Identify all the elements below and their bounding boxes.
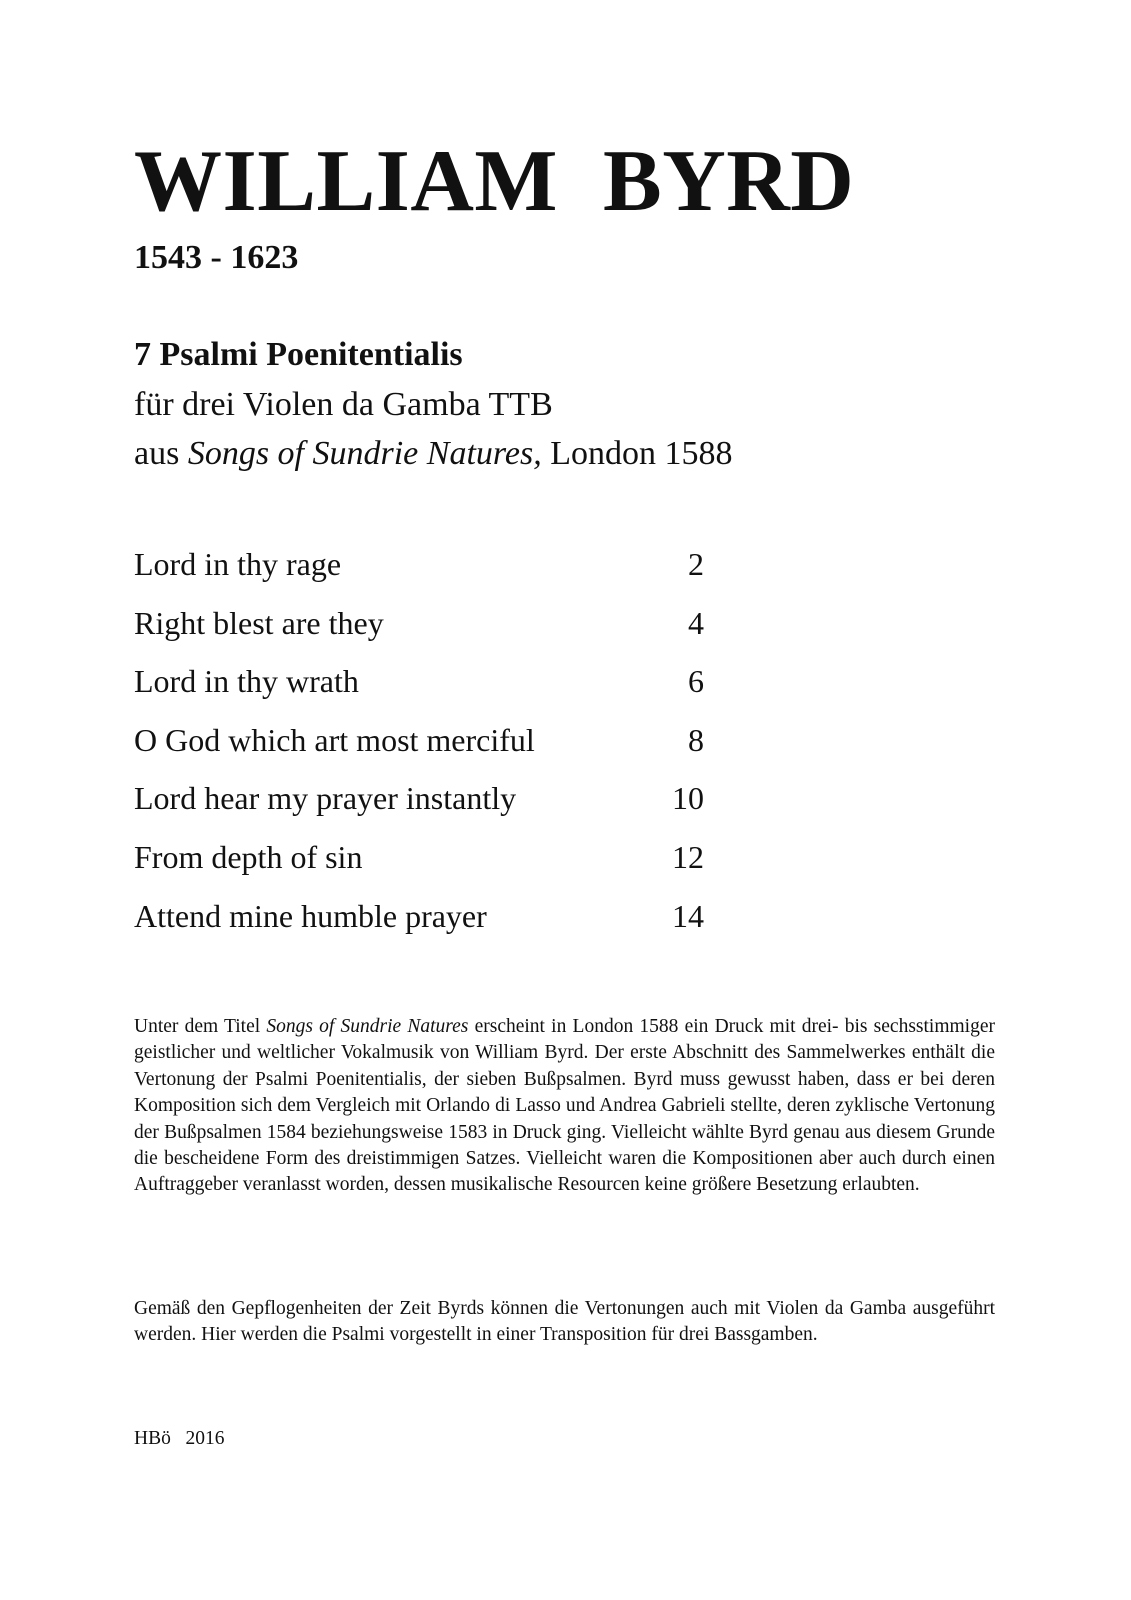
- composer-name: WILLIAM BYRD: [134, 133, 855, 230]
- notes-text: erscheint in London 1588 ein Druck mit drei- bis sechsstimmiger geistlicher und weltlicher Vokalmusik von William Byrd. Der erste Abschnitt des Sammelwerkes enthält die Vertonung der Psalmi Poenitentialis, der sieben Bußpsalmen. Byrd muss gewusst haben, dass er bei deren Komposition sich dem Vergleich mit Orlando di Lasso und Andrea Gabrieli stellte, deren zyklische Vertonung der Bußpsalmen 1584 beziehungsweise 1583 in Druck ging. Vielleicht wählte Byrd genau aus diesem Grunde die bescheidene Form des dreistimmigen Satzes. Vielleicht waren die Kompositionen aber auch durch einen Auftraggeber veranlasst worden, dessen musikalische Resourcen keine größere Besetzung erlaubten.: [134, 1016, 995, 1196]
- toc-entry-page: 10: [672, 780, 704, 817]
- notes-paragraph-1: [134, 1014, 995, 1199]
- toc-entry: [134, 604, 704, 666]
- notes-paragraph-2: Gemäß den Gepflogenheiten der Zeit Byrds können die Vertonungen auch mit Violen da Gamba ausgeführt werden. Hier werden die Psalmi vorgestellt in einer Transposition für drei Bassgamben.: [134, 1298, 995, 1346]
- source-prefix: aus: [134, 435, 188, 472]
- toc-entry-page: 8: [688, 721, 704, 758]
- toc-entry: [134, 782, 704, 841]
- notes-text: Unter dem Titel: [134, 1016, 267, 1037]
- toc-entry-title: Lord hear my prayer instantly: [134, 780, 517, 817]
- notes-source-title: Songs of Sundrie Natures: [266, 1016, 469, 1037]
- toc-entry-title: Lord in thy wrath: [134, 663, 359, 700]
- toc-entry: [134, 548, 704, 607]
- work-title: 7 Psalmi Poenitentialis: [134, 336, 463, 373]
- source-suffix: London 1588: [541, 435, 733, 472]
- toc-entry-page: 14: [672, 897, 704, 934]
- toc-entry: [134, 665, 704, 724]
- table-of-contents: [134, 548, 704, 958]
- toc-entry-page: 2: [688, 546, 704, 582]
- toc-entry-title: Attend mine humble prayer: [134, 897, 487, 934]
- toc-entry: [134, 721, 704, 783]
- toc-entry-page: 12: [672, 838, 704, 875]
- toc-entry-title: O God which art most merciful: [134, 721, 535, 758]
- instrumentation: für drei Violen da Gamba TTB: [134, 386, 553, 423]
- toc-entry-title: From depth of sin: [134, 838, 363, 875]
- composer-dates: 1543 - 1623: [134, 239, 299, 276]
- toc-entry-page: 6: [688, 663, 704, 700]
- toc-entry-title: Right blest are they: [134, 604, 384, 641]
- toc-entry-page: 4: [688, 604, 704, 641]
- signature: HBö 2016: [134, 1428, 225, 1449]
- toc-entry-title: Lord in thy rage: [134, 546, 342, 582]
- source-title: Songs of Sundrie Natures,: [187, 435, 542, 472]
- toc-entry: [134, 838, 704, 900]
- source-line: [134, 437, 732, 471]
- toc-entry: [134, 897, 704, 959]
